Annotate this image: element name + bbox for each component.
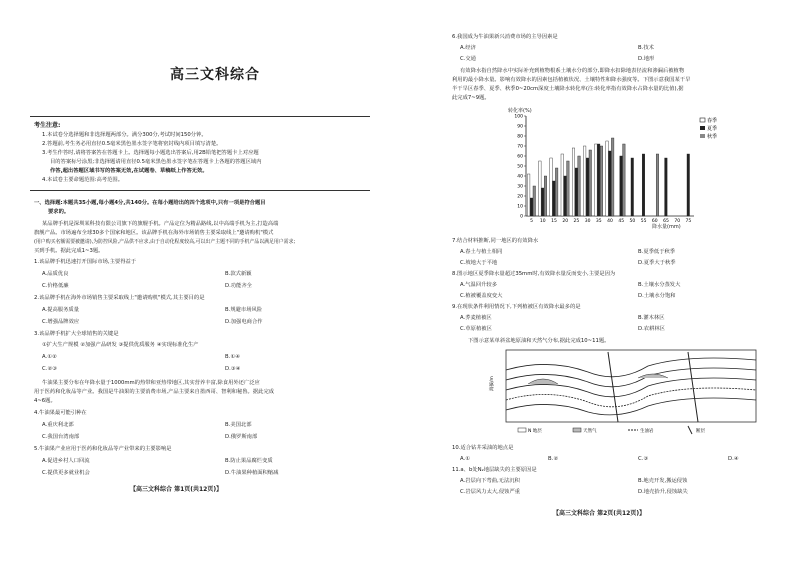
bar: [567, 161, 570, 216]
option[interactable]: B.技术: [638, 45, 654, 51]
y-tick-label: 40: [517, 174, 523, 180]
notice-heading: 考生注意:: [34, 122, 61, 129]
diagram-y-label: 海拔/m: [490, 376, 495, 391]
bar: [656, 154, 659, 216]
option[interactable]: A.春土与植土相同: [460, 249, 503, 255]
option[interactable]: D.俄罗斯南部: [225, 434, 258, 440]
question-11: 11.a、b处N₂地层缺失的主要原因是: [452, 467, 537, 473]
option[interactable]: B.①④: [225, 354, 240, 360]
x-tick-label: 65: [663, 219, 669, 224]
option[interactable]: A.经济: [460, 45, 476, 51]
option[interactable]: A.荞麦植被区: [460, 315, 492, 321]
bar: [533, 186, 536, 216]
passage-line: 旗舰产品。市场遍布全球30多个国家和地区。该品牌手机在海外市场销售主要采取线上"邀请购机"模式: [34, 230, 274, 236]
option[interactable]: C.坡地大于平地: [460, 260, 498, 266]
legend-summer: 夏季: [707, 126, 718, 132]
option[interactable]: C.②③: [42, 366, 57, 372]
page-left: [30, 18, 380, 538]
bar: [572, 148, 575, 216]
bar: [550, 158, 553, 216]
bar: [564, 176, 567, 216]
bar: [553, 181, 556, 216]
bar: [555, 168, 558, 216]
passage-line: (用户购买名额需要被邀请),为防控风险,产品供不应求,由于自动化程度较高,可以出产主题不同的手机产品以满足用户需求;: [34, 239, 296, 245]
option[interactable]: C.我国台湾南部: [42, 434, 80, 440]
legend-spring: 春季: [707, 118, 718, 124]
question-1: 1.该品牌手机迅速打开国际市场,主要得益于: [34, 259, 137, 265]
conversion-rate-bar-chart: [504, 104, 734, 232]
notice-rule: [30, 190, 370, 191]
legend-swatch-spring: [700, 118, 705, 122]
option[interactable]: D.地壳抬升,侵蚀缺失: [638, 489, 688, 495]
y-tick-label: 100: [514, 114, 523, 120]
page-footer: 【高三文科综合 第2页(共12页)】: [553, 510, 646, 517]
question-4: 4.牛油果最可能引种在: [34, 410, 87, 416]
passage-line: 买到手机。据此完成1~3题。: [34, 248, 104, 254]
question-3-items: ①扩大生产规模 ②加强产品研发 ③提供优质服务 ④实现标准化生产: [42, 342, 199, 348]
x-tick-label: 20: [562, 219, 569, 224]
bar: [527, 174, 530, 216]
bar: [586, 158, 589, 216]
option[interactable]: D.土壤水分饱和: [638, 293, 676, 299]
bar: [589, 150, 592, 216]
notice-line: 目的答案标号涂黑;非选择题请用直径0.5毫米黑色墨水签字笔在答题卡上各题的答题区域内: [50, 159, 262, 165]
passage-line: 此完成7~9题。: [452, 95, 490, 101]
page-title: 高三文科综合: [170, 67, 260, 83]
question-10: 10.适合钻井采油的地点是: [452, 445, 514, 451]
option[interactable]: D.夏季大于秋季: [638, 260, 676, 266]
option[interactable]: A.①: [460, 456, 470, 462]
passage-line: 用于医药和化妆品等产业。我国是牛油果的主要消费市场,产品主要来自墨西哥、智利和秘鲁。据此完成: [34, 389, 275, 395]
option[interactable]: C.植被覆盖度变大: [460, 293, 503, 299]
x-tick-label: 40: [607, 219, 613, 224]
bar: [609, 151, 612, 216]
section-heading: 要求的。: [48, 209, 70, 215]
option[interactable]: A.①②: [42, 354, 57, 360]
bar: [583, 146, 586, 216]
option[interactable]: B.夏季低于秋季: [638, 249, 676, 255]
question-2: 2.该品牌手机在海外市场销售主要采取线上"邀请购机"模式,其主要目的是: [34, 295, 205, 301]
option[interactable]: B.土壤水分蒸发大: [638, 282, 681, 288]
x-tick-label: 15: [551, 219, 557, 224]
x-tick-label: 25: [573, 219, 580, 224]
y-tick-label: 10: [517, 204, 523, 210]
x-tick-label: 55: [640, 219, 647, 224]
passage-line: 某品牌手机是深圳某科技有限公司旗下的旗舰手机。产品定位为精品路线,以中高端手机为主,打造高端: [42, 221, 279, 227]
title-rule: [30, 116, 370, 117]
passage-line: 利用的最小降水量。影响有效降水的因素包括植被状况、土壤特性和降水强度等。下图示意我国某干旱: [452, 77, 691, 83]
option[interactable]: A.促进乡村人口回流: [42, 458, 90, 464]
y-tick-label: 0: [520, 214, 523, 220]
x-tick-label: 45: [618, 219, 625, 224]
bar: [544, 176, 547, 216]
section-heading: 一、选择题:本题共35小题,每小题4分,共140分。在每小题给出的四个选项中,只有一项是符合题目: [34, 200, 266, 206]
x-tick-label: 5: [530, 219, 534, 224]
bar: [611, 138, 614, 216]
bar: [606, 141, 609, 216]
notice-line: 作答,超出答题区域书写的答案无效,在试题卷、草稿纸上作答无效。: [50, 168, 208, 174]
y-tick-label: 80: [517, 134, 523, 140]
passage-line: 有效降水指自然降水中实际补充到植物根系土壤水分的部分,即降水扣除地表径流和渗漏后被植物: [460, 68, 685, 74]
option[interactable]: C.提供更多就业机会: [42, 470, 90, 476]
question-8: 8.图示地区夏季降水量超过35mm时,有效降水量反而变小,主要是因为: [452, 271, 616, 277]
question-5: 5.牛油果产业应用于医药和化妆品等产业带来的主要影响是: [34, 446, 172, 452]
legend-gas: 天然气: [583, 429, 597, 434]
legend-strata: N 地层: [528, 429, 542, 434]
bar: [578, 156, 581, 216]
passage-line: 下图示意某单斜盆地原油和天然气分布,据此完成10~11题。: [468, 338, 610, 344]
x-tick-label: 70: [674, 219, 681, 224]
question-7: 7.结合材料推断,同一地区的有效降水: [452, 238, 539, 244]
x-tick-label: 35: [595, 219, 602, 224]
option[interactable]: D.农耕林区: [638, 326, 665, 332]
option[interactable]: D.牛油果种植面积缩减: [225, 470, 279, 476]
passage-line: 4~6题。: [34, 398, 56, 404]
option[interactable]: B.款式新颖: [225, 271, 252, 277]
legend-fault: 断层: [696, 429, 705, 434]
bar: [623, 144, 626, 216]
bar: [631, 158, 634, 216]
option[interactable]: C.③: [638, 456, 649, 462]
option[interactable]: B.美国北部: [225, 422, 252, 428]
option[interactable]: A.提高服务质量: [42, 307, 79, 313]
bar: [600, 146, 603, 216]
legend-swatch-summer: [700, 126, 705, 130]
option[interactable]: D.功能齐全: [225, 283, 252, 289]
option[interactable]: A.品质优良: [42, 271, 69, 277]
y-tick-label: 30: [517, 184, 523, 190]
y-tick-label: 60: [517, 154, 523, 160]
option[interactable]: C.草原植被区: [460, 326, 492, 332]
legend-source-rock: 生油岩: [640, 429, 654, 434]
option[interactable]: B.②: [548, 456, 559, 462]
option[interactable]: D.③④: [225, 366, 241, 372]
option[interactable]: C.交通: [460, 56, 476, 62]
option[interactable]: C.增强品牌效应: [42, 319, 80, 325]
option[interactable]: D.④: [728, 456, 739, 462]
x-tick-label: 50: [629, 219, 636, 224]
option[interactable]: A.重庆利北部: [42, 422, 74, 428]
bar: [561, 154, 564, 216]
bar: [687, 154, 690, 216]
page-right: [438, 18, 788, 538]
legend-swatch-autumn: [700, 134, 705, 138]
option[interactable]: B.灌木林区: [638, 315, 665, 321]
notice-line: 2.答题前,考生务必用直径0.5毫米黑色墨水签字笔将密封线内项目填写清楚。: [42, 141, 222, 147]
notice-line: 1.本试卷分选择题和非选择题两部分。满分300分,考试时间150分钟。: [42, 132, 207, 138]
bar: [595, 144, 598, 216]
option[interactable]: A.气温回升较多: [460, 282, 497, 288]
y-tick-label: 20: [517, 194, 523, 200]
y-tick-label: 90: [517, 124, 523, 130]
question-9: 9.在现状条件利用情况下,下列植被区有效降水最多的是: [452, 304, 581, 310]
x-tick-label: 75: [685, 219, 692, 224]
option[interactable]: D.地形: [638, 56, 655, 62]
notice-line: 4.本试卷主要命题范围:高考范围。: [42, 177, 123, 183]
oil-gas-cross-section-diagram: [488, 348, 760, 440]
chart-x-label: 降水量(mm): [652, 224, 681, 230]
bar: [539, 161, 542, 216]
question-6: 6.我国成为牛油果新兴消费市场的主导因素是: [452, 34, 558, 40]
bar: [642, 154, 645, 216]
bar: [530, 198, 533, 216]
bar: [575, 168, 578, 216]
page-footer: 【高三文科综合 第1页(共12页)】: [130, 486, 223, 493]
y-tick-label: 50: [517, 164, 523, 170]
x-tick-label: 30: [584, 219, 591, 224]
question-3: 3.该品牌手机扩大全球销售的关键是: [34, 331, 119, 337]
option[interactable]: B.防止果品腐烂变质: [225, 458, 273, 464]
option[interactable]: B.规避市场风险: [225, 307, 263, 313]
option[interactable]: D.加强电商合作: [225, 319, 263, 325]
passage-line: 半干旱区春季、夏季、秋季0~20cm深度土壤降水转化率(注:转化率指有效降水占降水量的比值),据: [452, 86, 684, 92]
option[interactable]: C.岩层风力太大,侵蚀严重: [460, 489, 521, 495]
option[interactable]: C.价格低廉: [42, 283, 69, 289]
bar: [597, 144, 600, 216]
notice-line: 3.考生作答时,请将答案答在答题卡上。选择题每小题选出答案后,用2B铅笔把答题卡上对应题: [42, 150, 259, 156]
y-tick-label: 70: [517, 144, 523, 150]
option[interactable]: A.岩层向下弯曲,无法沉积: [460, 478, 520, 484]
option[interactable]: B.地壳开发,搬运侵蚀: [638, 478, 688, 484]
chart-y-label: 转化率(%): [508, 108, 532, 114]
legend-autumn: 秋季: [707, 134, 718, 140]
bar: [620, 156, 623, 216]
bar: [665, 158, 668, 216]
passage-line: 牛油果主要分布在年降水量于1000mm的热带和亚热带地区,其实营养丰富,除食用外还广泛应: [42, 380, 260, 386]
x-tick-label: 60: [651, 219, 658, 224]
bar: [541, 188, 544, 216]
x-tick-label: 10: [539, 219, 546, 224]
